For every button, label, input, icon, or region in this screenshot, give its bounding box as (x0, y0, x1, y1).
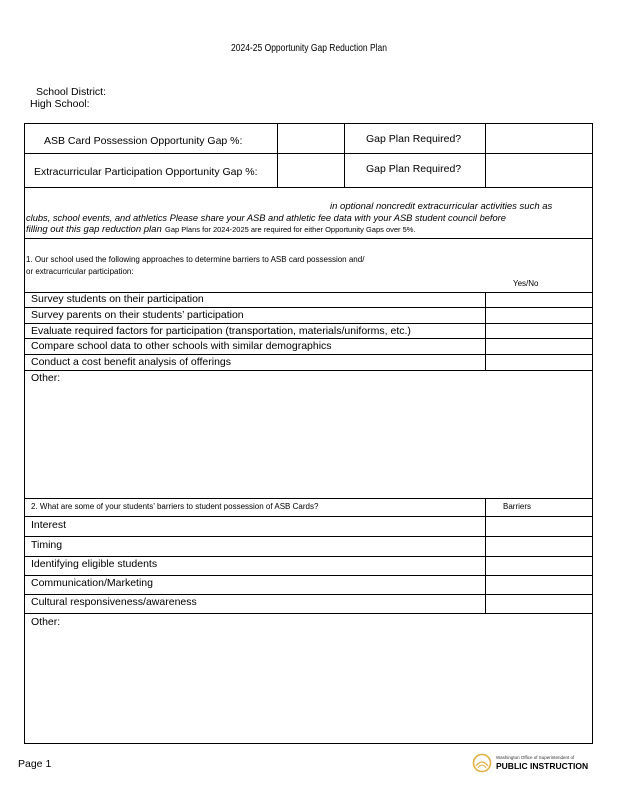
high-school-label: High School: (30, 98, 90, 110)
list-item: Interest (31, 519, 67, 531)
extracurricular-gap-label: Extracurricular Participation Opportunity Gap %: (34, 166, 258, 178)
yes-no-field[interactable] (486, 355, 592, 370)
divider (24, 187, 593, 188)
asb-gap-label: ASB Card Possession Opportunity Gap %: (44, 135, 243, 147)
other-label: Other: (31, 372, 61, 384)
list-item: Survey students on their participation (31, 293, 204, 305)
instructions-line: filling out this gap reduction plan (26, 224, 162, 235)
instructions-line: clubs, school events, and athletics Please share your ASB and athletic fee data with your ASB student council before (26, 213, 506, 223)
logo-small-text: Washington Office of Superintendent of (496, 755, 575, 760)
barrier-field[interactable] (486, 557, 592, 575)
yes-no-field[interactable] (486, 293, 592, 307)
yes-no-field[interactable] (486, 324, 592, 338)
gap-plan-required-label: Gap Plan Required? (366, 133, 462, 145)
divider (24, 370, 593, 371)
list-item: Timing (31, 539, 63, 551)
instructions-line: in optional noncredit extracurricular activities such as (330, 201, 553, 212)
asb-plan-required-value[interactable] (486, 124, 592, 153)
section1-prompt: or extracurricular participation: (26, 267, 134, 276)
list-item: Identifying eligible students (31, 558, 158, 570)
barrier-field[interactable] (486, 576, 592, 594)
divider (24, 238, 593, 239)
school-district-label: School District: (36, 86, 107, 98)
ospi-logo (472, 753, 588, 773)
list-item: Evaluate required factors for participation (transportation, materials/uniforms, etc.) (31, 325, 411, 337)
barrier-field[interactable] (486, 537, 592, 556)
instructions-line: Gap Plans for 2024-2025 are required for either Opportunity Gaps over 5%. (165, 225, 416, 234)
yes-no-header: Yes/No (513, 279, 539, 288)
list-item: Cultural responsiveness/awareness (31, 596, 197, 608)
asb-gap-value[interactable] (278, 124, 344, 153)
other-label: Other: (31, 616, 61, 628)
yes-no-field[interactable] (486, 339, 592, 354)
page-title: 2024-25 Opportunity Gap Reduction Plan (231, 43, 387, 54)
barrier-field[interactable] (486, 595, 592, 613)
page-number: Page 1 (18, 758, 52, 770)
gap-plan-required-label: Gap Plan Required? (366, 163, 462, 175)
list-item: Conduct a cost benefit analysis of offerings (31, 356, 232, 368)
divider (24, 613, 593, 614)
logo-big-text: PUBLIC INSTRUCTION (496, 760, 589, 771)
barriers-header: Barriers (503, 502, 532, 511)
other-text-area[interactable] (26, 386, 591, 496)
extracurricular-plan-required-value[interactable] (486, 154, 592, 187)
yes-no-field[interactable] (486, 308, 592, 323)
divider (344, 123, 345, 187)
list-item: Survey parents on their students’ participation (31, 309, 244, 321)
extracurricular-gap-value[interactable] (278, 154, 344, 187)
section1-prompt: 1. Our school used the following approaches to determine barriers to ASB card possession and/ (26, 255, 365, 264)
other-text-area[interactable] (26, 630, 591, 740)
list-item: Compare school data to other schools with similar demographics (31, 340, 332, 352)
divider (24, 498, 593, 499)
barrier-field[interactable] (486, 517, 592, 536)
sun-icon (472, 753, 492, 773)
list-item: Communication/Marketing (31, 577, 153, 589)
section2-prompt: 2. What are some of your students’ barriers to student possession of ASB Cards? (31, 502, 319, 511)
